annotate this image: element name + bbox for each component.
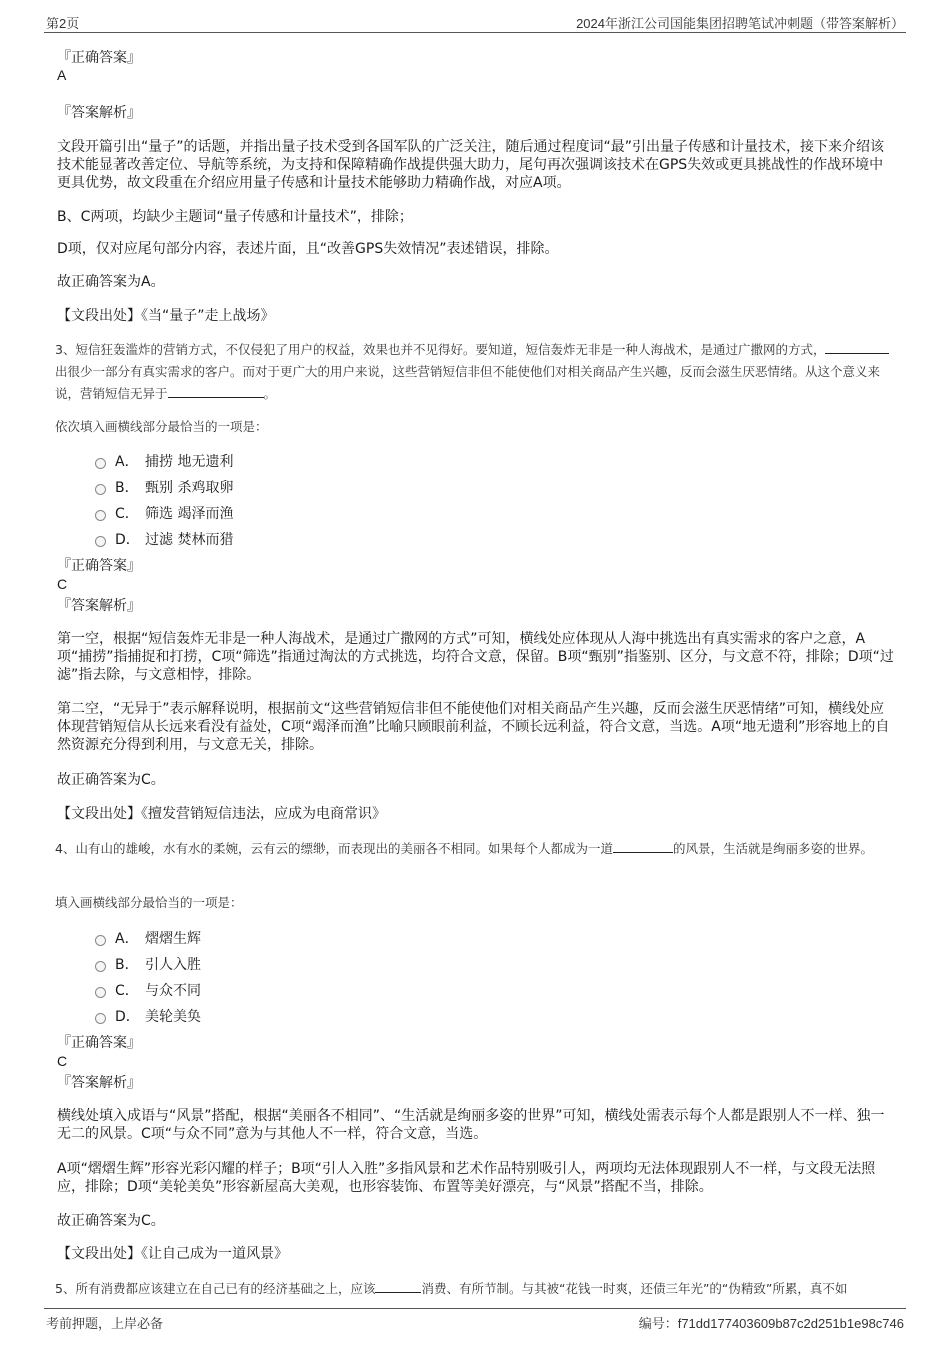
fill-blank: [825, 340, 889, 354]
answer-label: 『正确答案』: [57, 1035, 141, 1051]
analysis-paragraph: 第一空，根据“短信轰炸无非是一种人海战术，是通过广撒网的方式”可知，横线处应体现从人海中挑选出有真实需求的客户之意，A项“捕捞”指捕捉和打捞，C项“筛选”指通过淘汰的方式挑选，均符合文意，保留。B项“甄别”指鉴别、区分，与文意不符，排除；D项“过滤”指去除，与文意相悖，排除。: [57, 631, 894, 683]
radio-icon[interactable]: [95, 458, 106, 469]
fill-blank: [375, 1279, 421, 1293]
fill-blank: [613, 839, 673, 853]
analysis-paragraph: 第二空，“无异于”表示解释说明，根据前文“这些营销短信非但不能使他们对相关商品产生兴趣，反而会滋生厌恶情绪”可知，横线处应体现营销短信从长远来看没有益处，C项“竭泽而渔”比喻只顾眼前利益，不顾长远利益，符合文意，当选。A项“地无遗利”形容地上的自然资源充分得到利用，与文意无关，排除。: [57, 701, 890, 753]
analysis-label: 『答案解析』: [57, 598, 141, 614]
analysis-paragraph: B、C两项，均缺少主题词“量子传感和计量技术”，排除；: [57, 209, 413, 225]
header-divider: [44, 32, 906, 33]
question-stem: 5、所有消费都应该建立在自己已有的经济基础之上，应该 消费、有所节制。与其被“花钱一时爽，还债三年光”的“伪精致”所累，真不如: [55, 1281, 848, 1296]
option-b[interactable]: B． 甄别 杀鸡取卵: [95, 477, 233, 497]
fill-blank: [168, 384, 264, 398]
footer-divider: [44, 1308, 906, 1309]
source-citation: 【文段出处】《擅发营销短信违法，应成为电商常识》: [57, 806, 386, 822]
source-citation: 【文段出处】《当“量子”走上战场》: [57, 308, 275, 324]
radio-icon[interactable]: [95, 935, 106, 946]
analysis-paragraph: A项“熠熠生辉”形容光彩闪耀的样子；B项“引人入胜”多指风景和艺术作品特别吸引人，两项均无法体现跟别人不一样，与文段无法照应，排除；D项“美轮美奂”形容新屋高大美观，也形容装饰、布置等美好漂亮，与“风景”搭配不当，排除。: [57, 1161, 876, 1195]
answer-value: C: [57, 576, 68, 592]
radio-icon[interactable]: [95, 510, 106, 521]
question-instruction: 依次填入画横线部分最恰当的一项是：: [55, 419, 268, 434]
option-d[interactable]: D． 美轮美奂: [95, 1006, 201, 1026]
question-stem: 4、山有山的雄峻，水有水的柔婉，云有云的缥缈，而表现出的美丽各不相同。如果每个人都成为一道 的风景，生活就是绚丽多姿的世界。: [55, 841, 873, 856]
document-code: 编号：f71dd177403609b87c2d251b1e98c746: [638, 1316, 904, 1331]
page-number: 第2页: [46, 16, 80, 31]
radio-icon[interactable]: [95, 1013, 106, 1024]
question-instruction: 填入画横线部分最恰当的一项是：: [55, 895, 243, 910]
source-citation: 【文段出处】《让自己成为一道风景》: [57, 1246, 288, 1262]
analysis-paragraph: D项，仅对应尾句部分内容，表述片面，且“改善GPS失效情况”表述错误，排除。: [57, 241, 559, 257]
answer-value: C: [57, 1053, 68, 1069]
analysis-paragraph: 故正确答案为C。: [57, 772, 165, 788]
option-c[interactable]: C． 与众不同: [95, 980, 201, 1000]
answer-value: A: [57, 67, 67, 83]
option-a[interactable]: A． 熠熠生辉: [95, 928, 201, 948]
answer-label: 『正确答案』: [57, 558, 141, 574]
footer-slogan: 考前押题，上岸必备: [46, 1316, 164, 1331]
option-b[interactable]: B． 引人入胜: [95, 954, 201, 974]
analysis-label: 『答案解析』: [57, 105, 141, 121]
analysis-paragraph: 文段开篇引出“量子”的话题，并指出量子技术受到各国军队的广泛关注，随后通过程度词“最”引出量子传感和计量技术，接下来介绍该技术能显著改善定位、导航等系统，为支持和保障精确作战提供强大助力，尾句再次强调该技术在GPS失效或更具挑战性的作战环境中更具优势，故文段重在介绍应用量子传感和计量技术能够助力精确作战，对应A项。: [57, 139, 885, 191]
option-c[interactable]: C． 筛选 竭泽而渔: [95, 503, 233, 523]
analysis-paragraph: 故正确答案为A。: [57, 274, 165, 290]
radio-icon[interactable]: [95, 536, 106, 547]
radio-icon[interactable]: [95, 484, 106, 495]
option-a[interactable]: A． 捕捞 地无遗利: [95, 451, 233, 471]
radio-icon[interactable]: [95, 961, 106, 972]
analysis-label: 『答案解析』: [57, 1075, 141, 1091]
option-d[interactable]: D． 过滤 焚林而猎: [95, 529, 233, 549]
analysis-paragraph: 横线处填入成语与“风景”搭配，根据“美丽各不相同”、“生活就是绚丽多姿的世界”可知，横线处需表示每个人都是跟别人不一样、独一无二的风景。C项“与众不同”意为与其他人不一样，符合文意，当选。: [57, 1108, 885, 1142]
analysis-paragraph: 故正确答案为C。: [57, 1213, 165, 1229]
question-stem: 3、短信狂轰滥炸的营销方式，不仅侵犯了用户的权益，效果也并不见得好。要知道，短信轰炸无非是一种人海战术，是通过广撒网的方式，出很少一部分有真实需求的客户。而对于更广大的用户来说，这些营销短信非但不能使他们对相关商品产生兴趣，反而会滋生厌恶情绪。从这个意义来说，营销短信无异于 。: [55, 339, 900, 405]
answer-label: 『正确答案』: [57, 50, 141, 66]
radio-icon[interactable]: [95, 987, 106, 998]
document-title: 2024年浙江公司国能集团招聘笔试冲刺题（带答案解析）: [576, 16, 904, 31]
